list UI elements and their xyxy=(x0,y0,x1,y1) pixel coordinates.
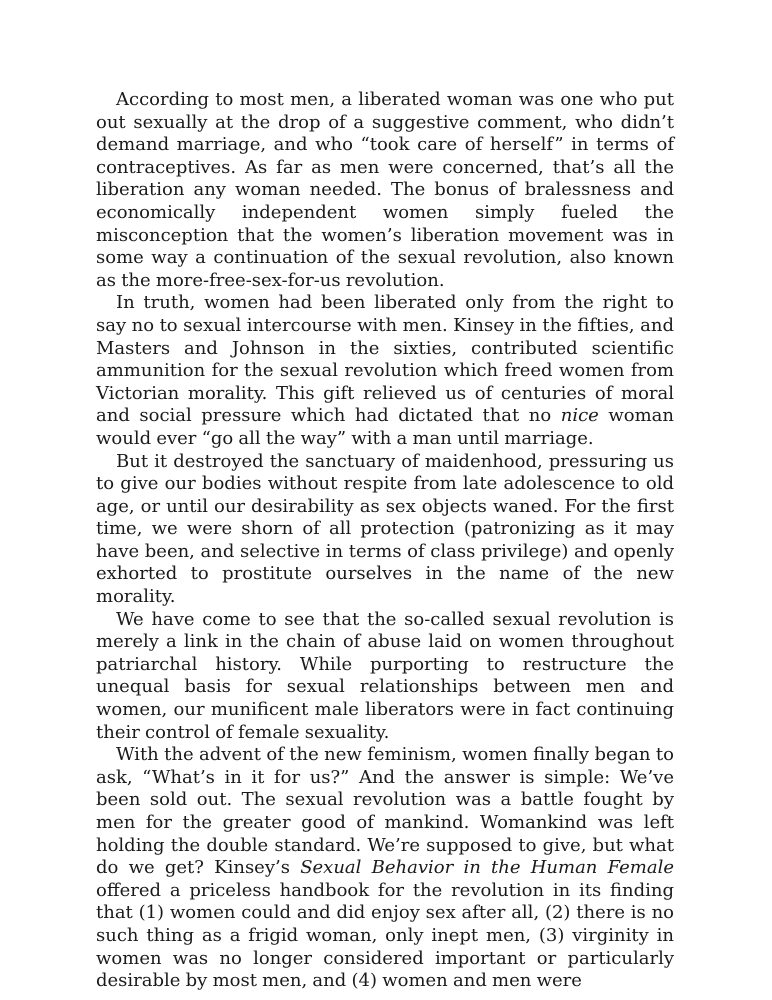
text-run: According to most men, a liberated woman was one who put out sexually at the drop of a suggestive comment, who didn’t demand marriage, and who “took care of herself” in terms of contraceptives. As far as men were concerned, that’s all the liberation any woman needed. The bonus of bralessness and economically independent women simply fueled the misconception that the women’s liberation movement was in some way a continuation of the sexual revolution, also known as the more-free-sex-for-us revolution. xyxy=(96,89,674,291)
text-run: offered a priceless handbook for the revolution in its finding that (1) women could and did enjoy sex after all, (2) there is no such thing as a frigid woman, only inept men, (3) virginity in women was no longer considered important or particularly desirable by most men, and (4) women and men were xyxy=(96,879,674,992)
paragraph-3 xyxy=(96,451,674,609)
text-run: In truth, women had been liberated only from the right to say no to sexual intercourse with men. Kinsey in the fifties, and Masters and Johnson in the sixties, contributed scientific ammunition for the sexual revolution which freed women from Victorian morality. This gift relieved us of centuries of moral and social pressure which had dictated that no xyxy=(96,292,674,427)
text-run: woman would ever “go all the way” with a man until marriage. xyxy=(96,405,675,449)
paragraph-4 xyxy=(96,609,674,745)
paragraph-5 xyxy=(96,744,674,993)
text-run: With the advent of the new feminism, women finally began to ask, “What’s in it for us?” And the answer is simple: We’ve been sold out. The sexual revolution was a battle fought by men for the greater good of mankind. Womankind was left holding the double standard. We’re supposed to give, but what do we get? Kinsey’s xyxy=(96,744,674,879)
paragraph-2 xyxy=(96,292,674,450)
paragraph-1 xyxy=(96,89,674,292)
document-page xyxy=(96,89,674,993)
italic-book-title: Sexual Behavior in the Human Female xyxy=(300,857,674,879)
text-run: But it destroyed the sanctuary of maidenhood, pressuring us to give our bodies without respite from late adolescence to old age, or until our desirability as sex objects waned. For the first time, we were shorn of all protection (patronizing as it may have been, and selective in terms of class privilege) and openly exhorted to prostitute ourselves in the name of the new morality. xyxy=(96,450,674,608)
italic-text-run: nice xyxy=(560,405,599,427)
text-run: We have come to see that the so-called sexual revolution is merely a link in the chain of abuse laid on women throughout patriarchal history. While purporting to restructure the unequal basis for sexual relationships between men and women, our munificent male liberators were in fact continuing their control of female sexuality. xyxy=(96,608,674,743)
